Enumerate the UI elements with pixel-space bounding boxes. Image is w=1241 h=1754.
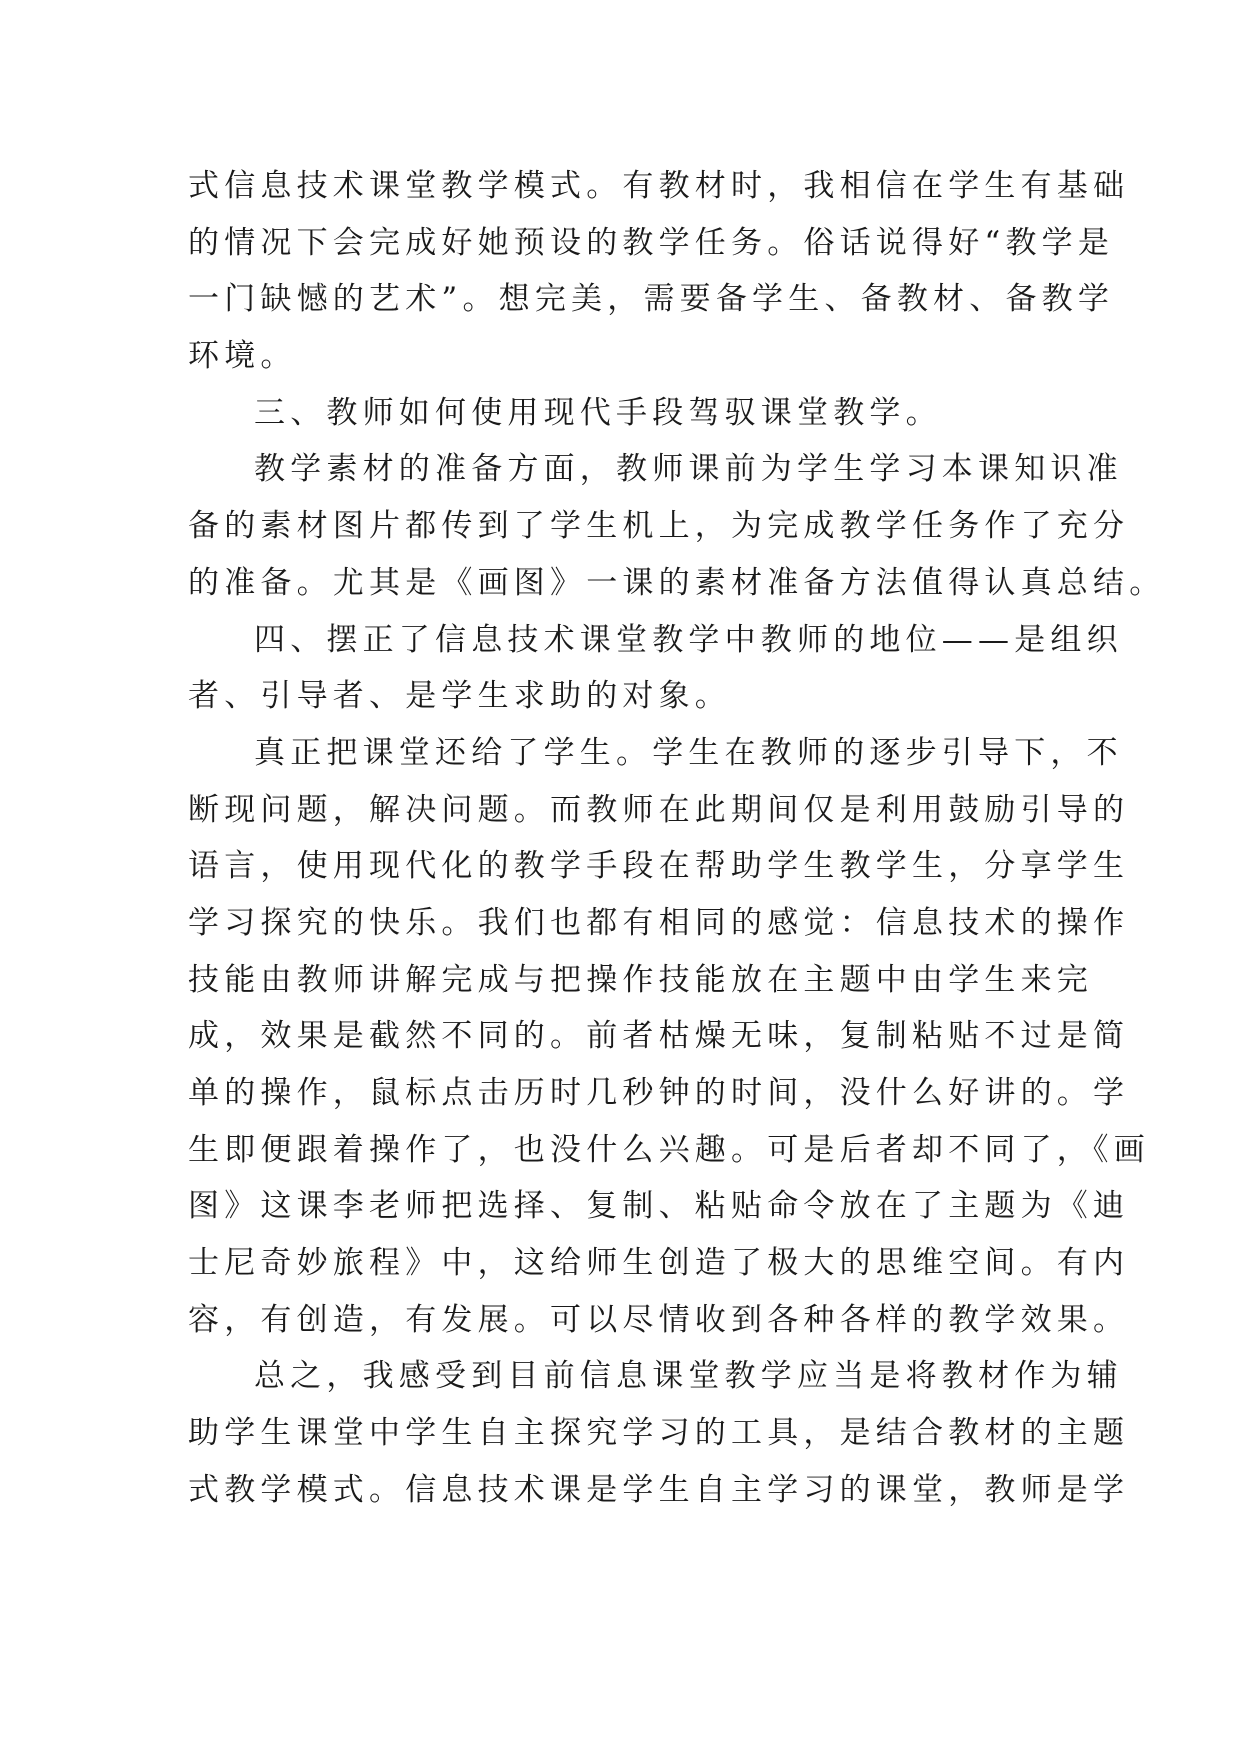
text-line: 四、摆正了信息技术课堂教学中教师的地位——是组织 <box>254 621 1123 658</box>
text-line: 教学素材的准备方面，教师课前为学生学习本课知识准 <box>254 451 1123 488</box>
text-line: 生即便跟着操作了，也没什么兴趣。可是后者却不同了，《画 <box>188 1131 1150 1168</box>
text-line: 士尼奇妙旅程》中，这给师生创造了极大的思维空间。有内 <box>188 1245 1130 1282</box>
text-line: 助学生课堂中学生自主探究学习的工具，是结合教材的主题 <box>188 1415 1130 1452</box>
text-line: 技能由教师讲解完成与把操作技能放在主题中由学生来完 <box>188 961 1093 998</box>
text-line: 真正把课堂还给了学生。学生在教师的逐步引导下，不 <box>254 734 1123 771</box>
text-line: 的情况下会完成好她预设的教学任务。俗话说得好“教学是 <box>188 224 1115 261</box>
text-line: 式教学模式。信息技术课是学生自主学习的课堂，教师是学 <box>188 1471 1130 1508</box>
text-line: 的准备。尤其是《画图》一课的素材准备方法值得认真总结。 <box>188 564 1166 601</box>
text-line: 环境。 <box>188 338 297 375</box>
text-line: 图》这课李老师把选择、复制、粘贴命令放在了主题为《迪 <box>188 1188 1130 1225</box>
text-line: 断现问题，解决问题。而教师在此期间仅是利用鼓励引导的 <box>188 791 1130 828</box>
text-line: 成，效果是截然不同的。前者枯燥无味，复制粘贴不过是简 <box>188 1018 1130 1055</box>
text-line: 者、引导者、是学生求助的对象。 <box>188 678 731 715</box>
text-line: 单的操作，鼠标点击历时几秒钟的时间，没什么好讲的。学 <box>188 1075 1130 1111</box>
text-line: 容，有创造，有发展。可以尽情收到各种各样的教学效果。 <box>188 1301 1130 1338</box>
document-body <box>188 158 1166 1519</box>
text-line: 备的素材图片都传到了学生机上，为完成教学任务作了充分 <box>188 508 1130 545</box>
text-line: 学习探究的快乐。我们也都有相同的感觉：信息技术的操作 <box>188 904 1130 941</box>
text-line: 语言，使用现代化的教学手段在帮助学生教学生，分享学生 <box>188 848 1130 885</box>
text-line: 总之，我感受到目前信息课堂教学应当是将教材作为辅 <box>254 1358 1123 1395</box>
text-line: 式信息技术课堂教学模式。有教材时，我相信在学生有基础 <box>188 168 1130 204</box>
text-line: 三、教师如何使用现代手段驾驭课堂教学。 <box>254 394 942 431</box>
text-line: 一门缺憾的艺术”。想完美，需要备学生、备教材、备教学 <box>188 281 1115 318</box>
